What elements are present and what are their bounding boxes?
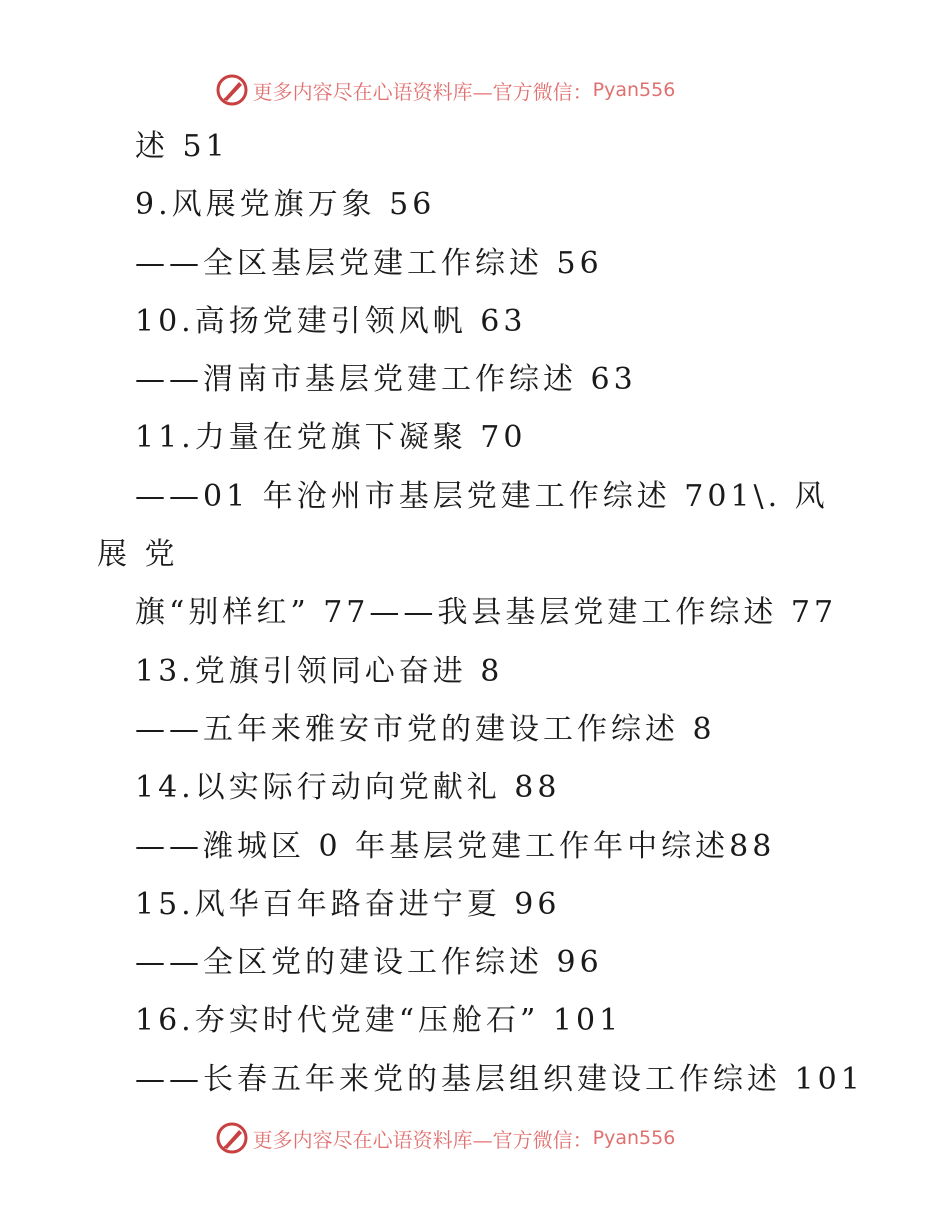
toc-line: ——长春五年来党的基层组织建设工作综述 101	[135, 1061, 864, 1097]
watermark-text: 更多内容尽在心语资料库—官方微信：	[252, 1127, 593, 1152]
pen-logo-icon	[215, 73, 249, 107]
toc-line: 旗“别样红” 77——我县基层党建工作综述 77	[135, 595, 838, 631]
toc-line: 11.力量在党旗下凝聚 70	[135, 420, 527, 456]
table-of-contents	[0, 118, 950, 1109]
toc-line: ——01 年沧州市基层党建工作综述 701\. 风	[135, 478, 829, 514]
watermark-footer	[0, 1118, 950, 1158]
watermark-handle: Pyan556	[592, 79, 676, 101]
toc-line: ——全区基层党建工作综述 56	[135, 245, 603, 281]
toc-line: ——潍城区 0 年基层党建工作年中综述88	[135, 828, 776, 864]
toc-line: 14.以实际行动向党献礼 88	[135, 770, 561, 806]
toc-line: 9.风展党旗万象 56	[135, 187, 436, 223]
toc-line: 10.高扬党建引领风帆 63	[135, 303, 527, 339]
toc-line: ——渭南市基层党建工作综述 63	[135, 362, 637, 398]
watermark-header	[0, 70, 950, 110]
watermark-handle: Pyan556	[592, 1127, 676, 1149]
toc-line: ——五年来雅安市党的建设工作综述 8	[135, 711, 716, 747]
toc-line: 述 51	[135, 129, 229, 164]
toc-line: 16.夯实时代党建“压舱石” 101	[135, 1003, 623, 1039]
toc-line: ——全区党的建设工作综述 96	[135, 945, 603, 981]
watermark-text: 更多内容尽在心语资料库—官方微信：	[252, 79, 593, 104]
pen-logo-icon	[215, 1121, 249, 1155]
toc-line: 15.风华百年路奋进宁夏 96	[135, 886, 561, 922]
toc-line: 展 党	[97, 537, 179, 573]
toc-line: 13.党旗引领同心奋进 8	[135, 653, 504, 689]
